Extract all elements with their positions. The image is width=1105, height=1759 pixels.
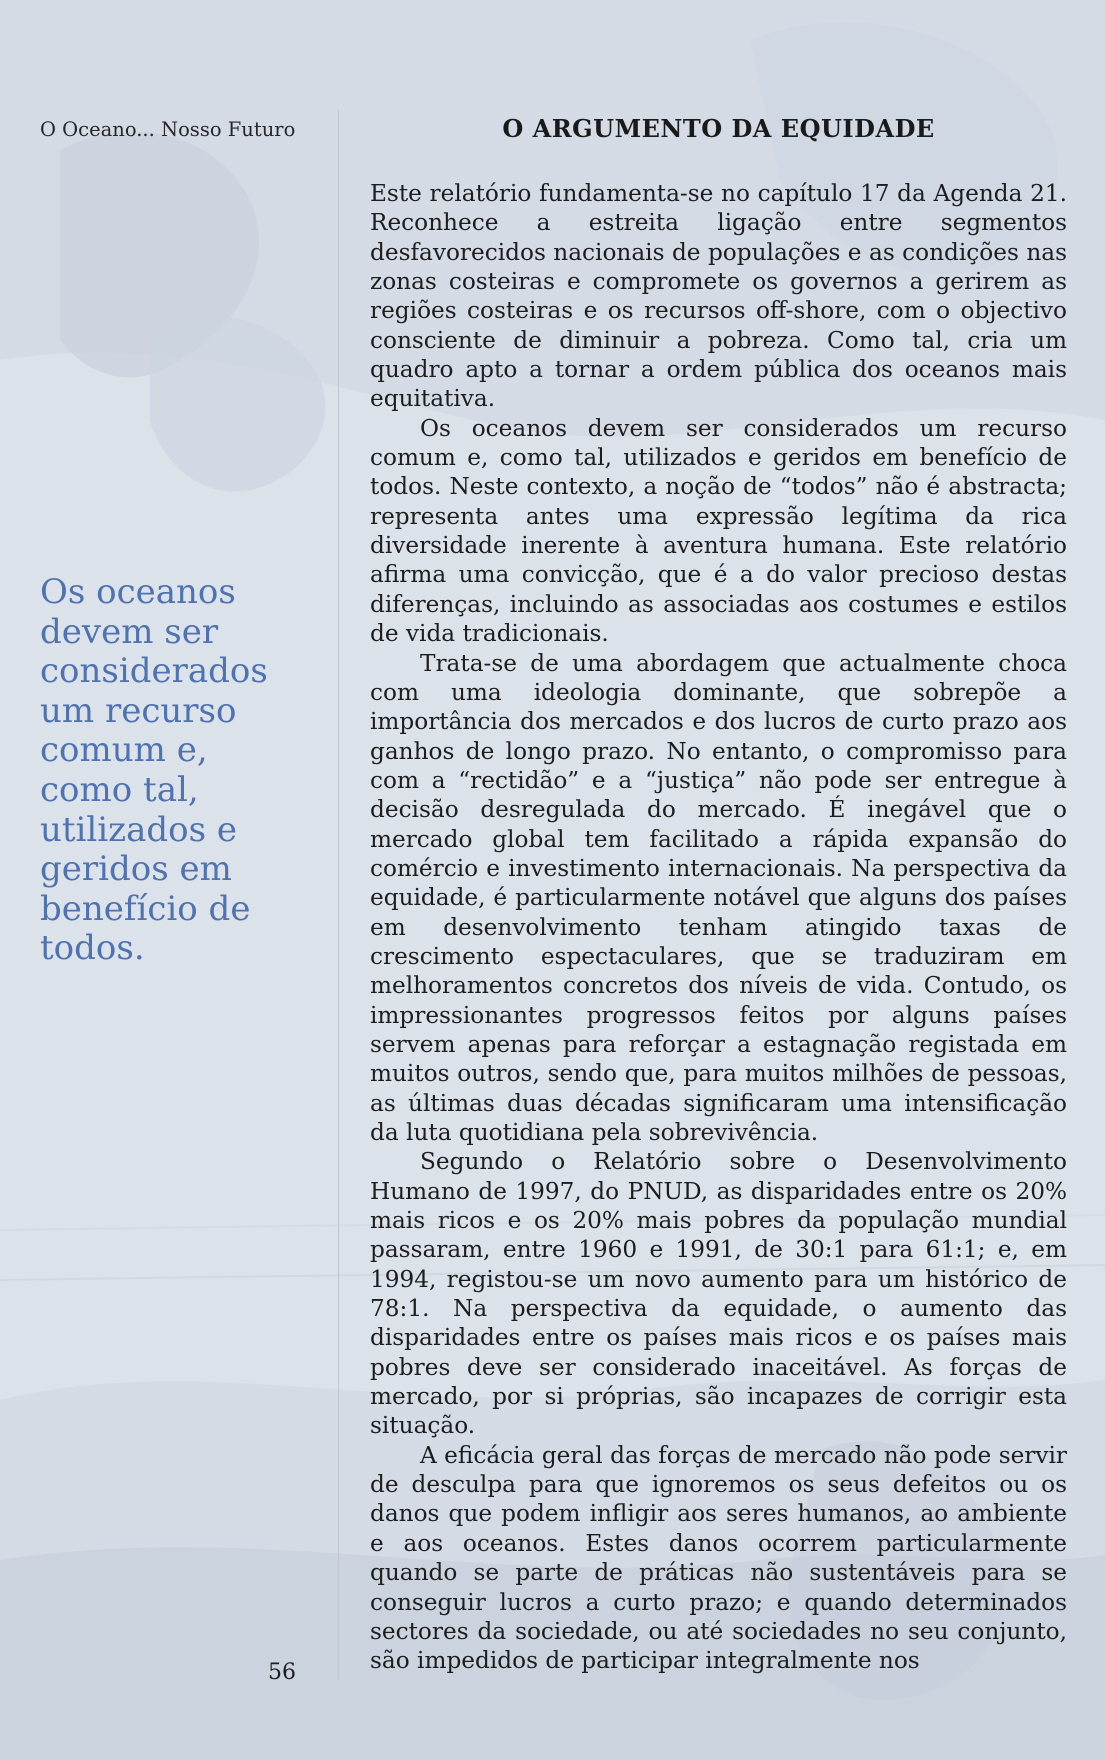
- article-body: [370, 179, 1067, 1676]
- column-divider: [338, 110, 339, 1680]
- paragraph: Trata-se de uma abordagem que actualmente choca com uma ideologia dominante, que sobrepõe a importância dos mercados e dos lucros de curto prazo aos ganhos de longo prazo. No entanto, o compromisso para com a “rectidão” e a “justiça” não pode ser entregue à decisão desregulada do mercado. É inegável que o mercado global tem facilitado a rápida expansão do comércio e investimento internacionais. Na perspectiva da equidade, é particularmente notável que alguns dos países em desenvolvimento tenham atingido taxas de crescimento espectaculares, que se traduziram em melhoramentos concretos dos níveis de vida. Contudo, os impressionantes progressos feitos por alguns países servem apenas para reforçar a estagnação registada em muitos outros, sendo que, para muitos milhões de pessoas, as últimas duas décadas significaram uma intensificação da luta quotidiana pela sobrevivência.: [370, 649, 1067, 1146]
- paragraph: Segundo o Relatório sobre o Desenvolvimento Humano de 1997, do PNUD, as disparidades entre os 20% mais ricos e os 20% mais pobres da população mundial passaram, entre 1960 e 1991, de 30:1 para 61:1; e, em 1994, registou-se um novo aumento para um histórico de 78:1. Na perspectiva da equidade, o aumento das disparidades entre os países mais ricos e os países mais pobres deve ser considerado inaceitável. As forças de mercado, por si próprias, são incapazes de corrigir esta situação.: [370, 1148, 1067, 1440]
- paragraph: Este relatório fundamenta-se no capítulo 17 da Agenda 21. Reconhece a estreita ligação entre segmentos desfavorecidos nacionais de populações e as condições nas zonas costeiras e compromete os governos a gerirem as regiões costeiras e os recursos off-shore, com o objectivo consciente de diminuir a pobreza. Como tal, cria um quadro apto a tornar a ordem pública dos oceanos mais equitativa.: [370, 180, 1067, 413]
- page-number: 56: [268, 1660, 296, 1685]
- running-head: O Oceano... Nosso Futuro: [40, 118, 296, 141]
- article: [370, 114, 1067, 1676]
- article-title: O ARGUMENTO DA EQUIDADE: [502, 114, 935, 143]
- pull-quote: Os oceanos devem ser considerados um recurso comum e, como tal, utilizados e geridos em benefício de todos.: [40, 572, 268, 969]
- paragraph: Os oceanos devem ser considerados um recurso comum e, como tal, utilizados e geridos em benefício de todos. Neste contexto, a noção de “todos” não é abstracta; representa antes uma expressão legítima da rica diversidade inerente à aventura humana. Este relatório afirma uma convicção, que é a do valor precioso destas diferenças, incluindo as associadas aos costumes e estilos de vida tradicionais.: [370, 414, 1067, 648]
- paragraph: A eficácia geral das forças de mercado não pode servir de desculpa para que ignoremos os seus defeitos ou os danos que podem infligir aos seres humanos, ao ambiente e aos oceanos. Estes danos ocorrem particularmente quando se parte de práticas não sustentáveis para se conseguir lucros a curto prazo; e quando determinados sectores da sociedade, ou até sociedades no seu conjunto, são impedidos de participar integralmente nos: [370, 1441, 1067, 1675]
